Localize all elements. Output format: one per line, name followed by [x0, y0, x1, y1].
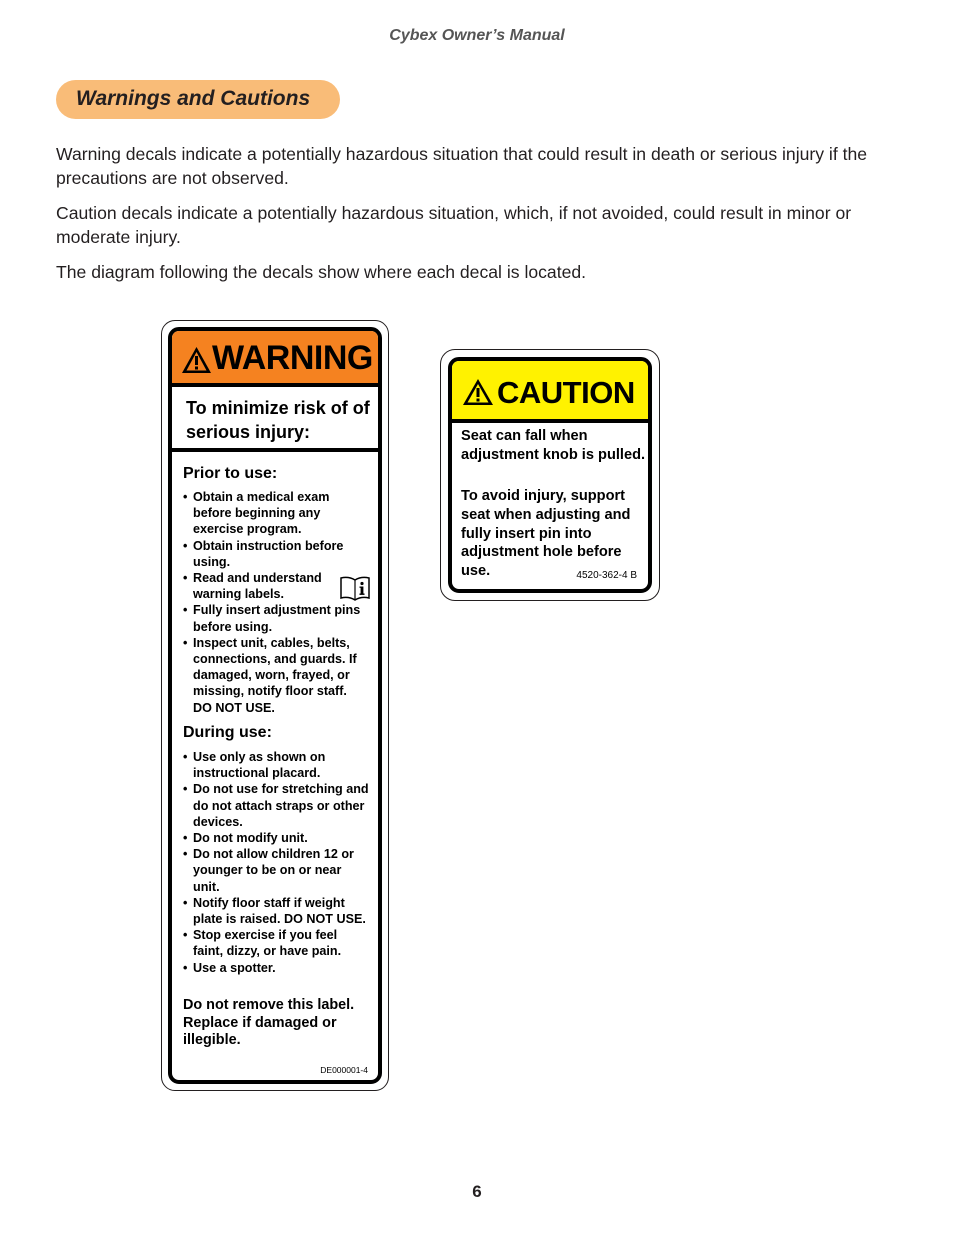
during-use-list	[183, 749, 369, 976]
caution-avoidance-text: To avoid injury, support seat when adjusting and fully insert pin into adjustment hole before use.	[461, 488, 631, 580]
list-item: • Do not modify unit.	[183, 830, 369, 846]
list-item: • Read and understand warning labels.	[183, 570, 369, 602]
running-header: Cybex Owner’s Manual	[389, 27, 565, 44]
warning-decal	[168, 327, 382, 1084]
list-item: • Obtain instruction before using.	[183, 538, 369, 570]
page-number: 6	[472, 1182, 482, 1201]
list-item: • Inspect unit, cables, belts, connections, and guards. If damaged, worn, frayed, or missing, notify floor staff. DO NOT USE.	[183, 635, 369, 716]
warning-signal-word: WARNING	[212, 339, 373, 377]
intro-paragraph-diagram: The diagram following the decals show where each decal is located.	[56, 262, 587, 282]
list-item: • Use a spotter.	[183, 960, 369, 976]
caution-decal-code: 4520-362-4 B	[576, 570, 637, 581]
list-item: • Do not use for stretching and do not attach straps or other devices.	[183, 781, 369, 830]
section-title: Warnings and Cautions	[56, 80, 340, 119]
warning-triangle-icon	[181, 346, 212, 374]
list-item: • Use only as shown on instructional placard.	[183, 749, 369, 781]
warning-footer-text: Do not remove this label. Replace if damaged or illegible.	[183, 997, 355, 1048]
warning-decal-code: DE000001-4	[320, 1065, 368, 1075]
warning-subtitle-text: To minimize risk of of serious injury:	[186, 398, 370, 442]
list-item: • Notify floor staff if weight plate is raised. DO NOT USE.	[183, 895, 369, 927]
list-item: • Do not allow children 12 or younger to be on or near unit.	[183, 846, 369, 895]
manual-info-icon	[340, 575, 370, 601]
caution-decal	[448, 357, 652, 593]
warning-decal-header	[172, 331, 378, 387]
warning-decal-subtitle	[172, 387, 378, 452]
prior-to-use-list	[183, 489, 369, 716]
caution-decal-header	[452, 361, 648, 423]
intro-paragraph-warning: Warning decals indicate a potentially hazardous situation that could result in death or serious injury if the precautions are not observed.	[56, 144, 868, 188]
intro-paragraph-caution: Caution decals indicate a potentially hazardous situation, which, if not avoided, could result in minor or moderate injury.	[56, 203, 852, 247]
list-item: • Obtain a medical exam before beginning any exercise program.	[183, 489, 369, 538]
list-item: • Fully insert adjustment pins before using.	[183, 602, 369, 634]
during-use-heading: During use:	[183, 724, 272, 741]
caution-triangle-icon	[462, 378, 494, 406]
list-item: • Stop exercise if you feel faint, dizzy, or have pain.	[183, 927, 369, 959]
prior-to-use-heading: Prior to use:	[183, 465, 278, 482]
caution-signal-word: CAUTION	[497, 375, 635, 410]
caution-hazard-text: Seat can fall when adjustment knob is pulled.	[461, 428, 646, 463]
